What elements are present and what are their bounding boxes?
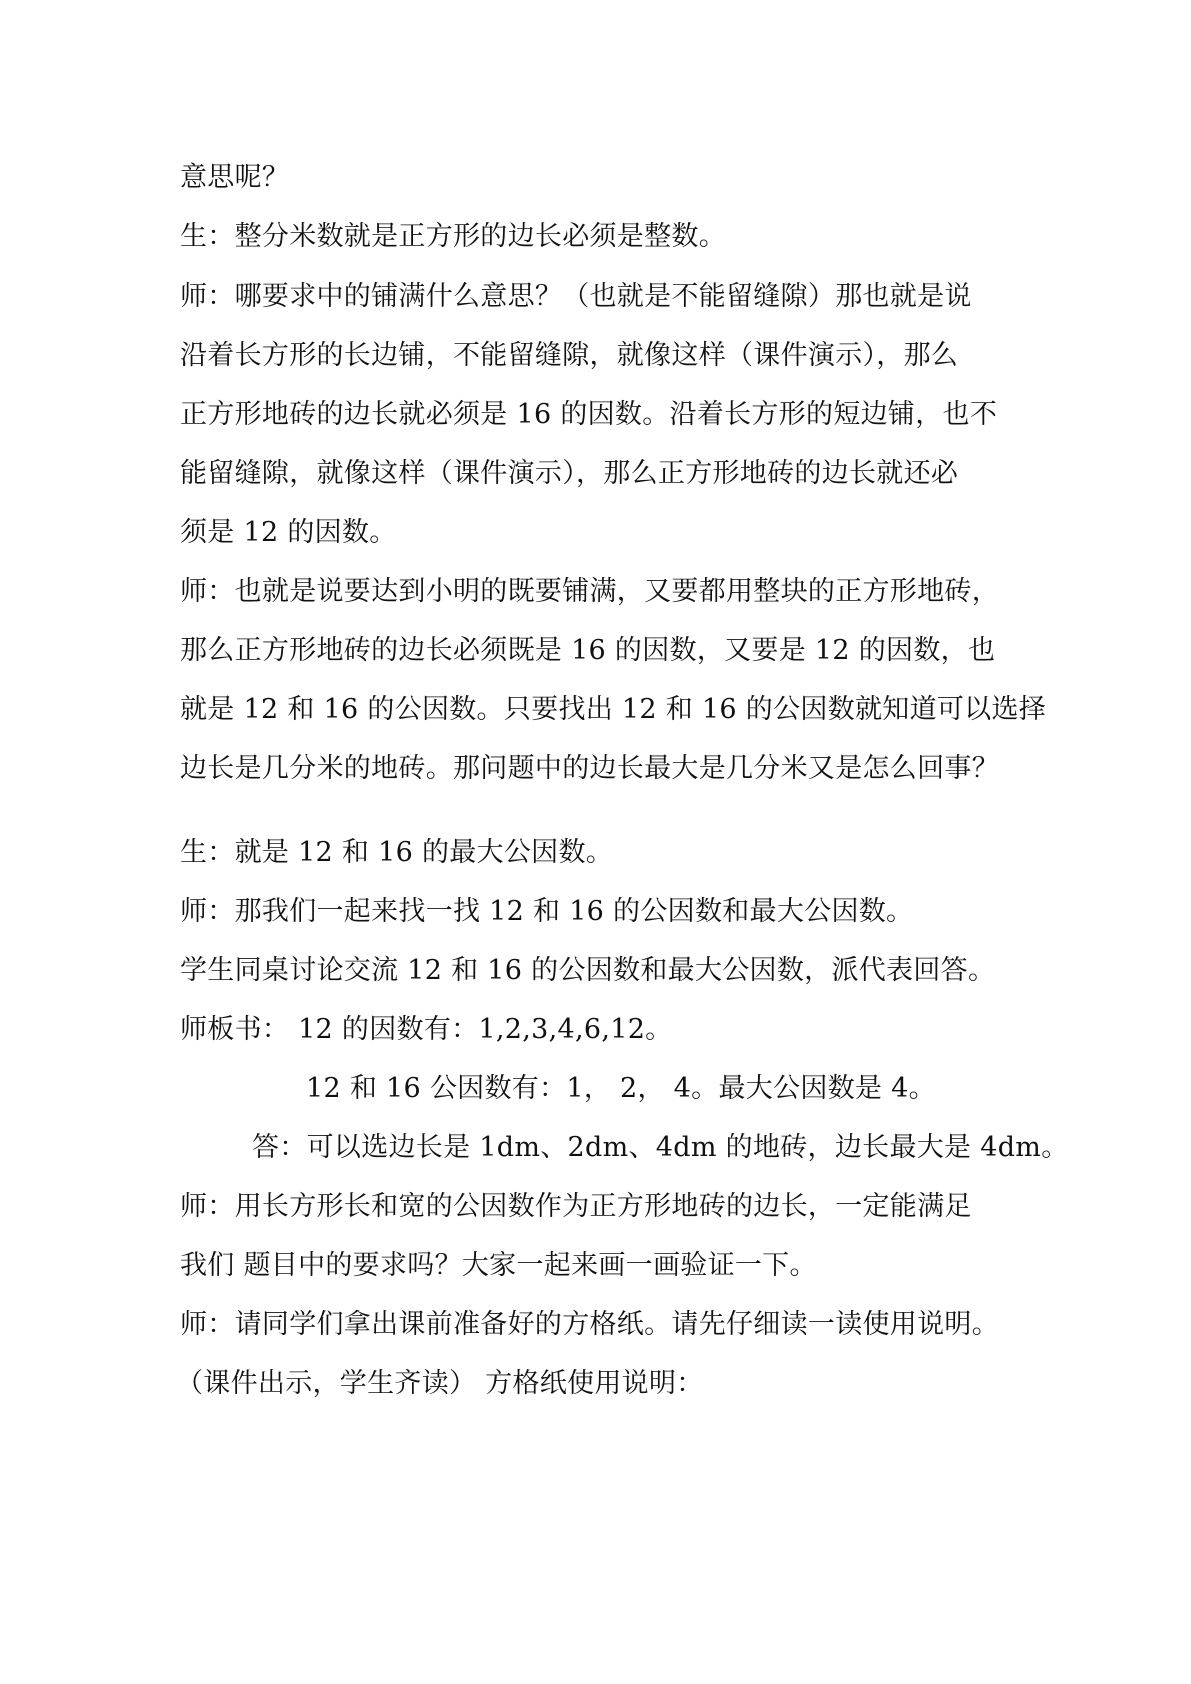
text-line: 我们 题目中的要求吗？大家一起来画一画验证一下。 bbox=[180, 1250, 817, 1281]
text-line: 师板书： 12 的因数有：1,2,3,4,6,12。 bbox=[180, 1014, 673, 1045]
text-line: 12 和 16 公因数有：1， 2， 4。最大公因数是 4。 bbox=[306, 1073, 936, 1104]
text-line: 生：就是 12 和 16 的最大公因数。 bbox=[180, 837, 614, 868]
text-line: 就是 12 和 16 的公因数。只要找出 12 和 16 的公因数就知道可以选择 bbox=[180, 694, 1047, 725]
text-line: 师：也就是说要达到小明的既要铺满，又要都用整块的正方形地砖， bbox=[180, 576, 999, 607]
text-line: 师：用长方形长和宽的公因数作为正方形地砖的边长，一定能满足 bbox=[180, 1191, 972, 1222]
text-line: 生：整分米数就是正方形的边长必须是整数。 bbox=[180, 221, 726, 252]
text-line: 沿着长方形的长边铺，不能留缝隙，就像这样（课件演示），那么 bbox=[180, 340, 959, 371]
text-line: 能留缝隙，就像这样（课件演示），那么正方形地砖的边长就还必 bbox=[180, 458, 959, 489]
text-line: 师：那我们一起来找一找 12 和 16 的公因数和最大公因数。 bbox=[180, 896, 914, 927]
text-line: 正方形地砖的边长就必须是 16 的因数。沿着长方形的短边铺，也不 bbox=[180, 399, 998, 430]
text-line: 师：请同学们拿出课前准备好的方格纸。请先仔细读一读使用说明。 bbox=[180, 1309, 999, 1340]
text-line: 答：可以选边长是 1dm、2dm、4dm 的地砖，边长最大是 4dm。 bbox=[252, 1132, 1069, 1163]
text-line: 学生同桌讨论交流 12 和 16 的公因数和最大公因数，派代表回答。 bbox=[180, 955, 996, 986]
text-line: 意思呢？ bbox=[180, 162, 290, 193]
text-line: 边长是几分米的地砖。那问题中的边长最大是几分米又是怎么回事？ bbox=[180, 753, 999, 784]
text-line: （课件出示，学生齐读） 方格纸使用说明： bbox=[176, 1368, 704, 1399]
text-line: 须是 12 的因数。 bbox=[180, 517, 397, 548]
text-line: 师：哪要求中的铺满什么意思？（也就是不能留缝隙）那也就是说 bbox=[180, 281, 972, 312]
text-line: 那么正方形地砖的边长必须既是 16 的因数，又要是 12 的因数，也 bbox=[180, 635, 996, 666]
